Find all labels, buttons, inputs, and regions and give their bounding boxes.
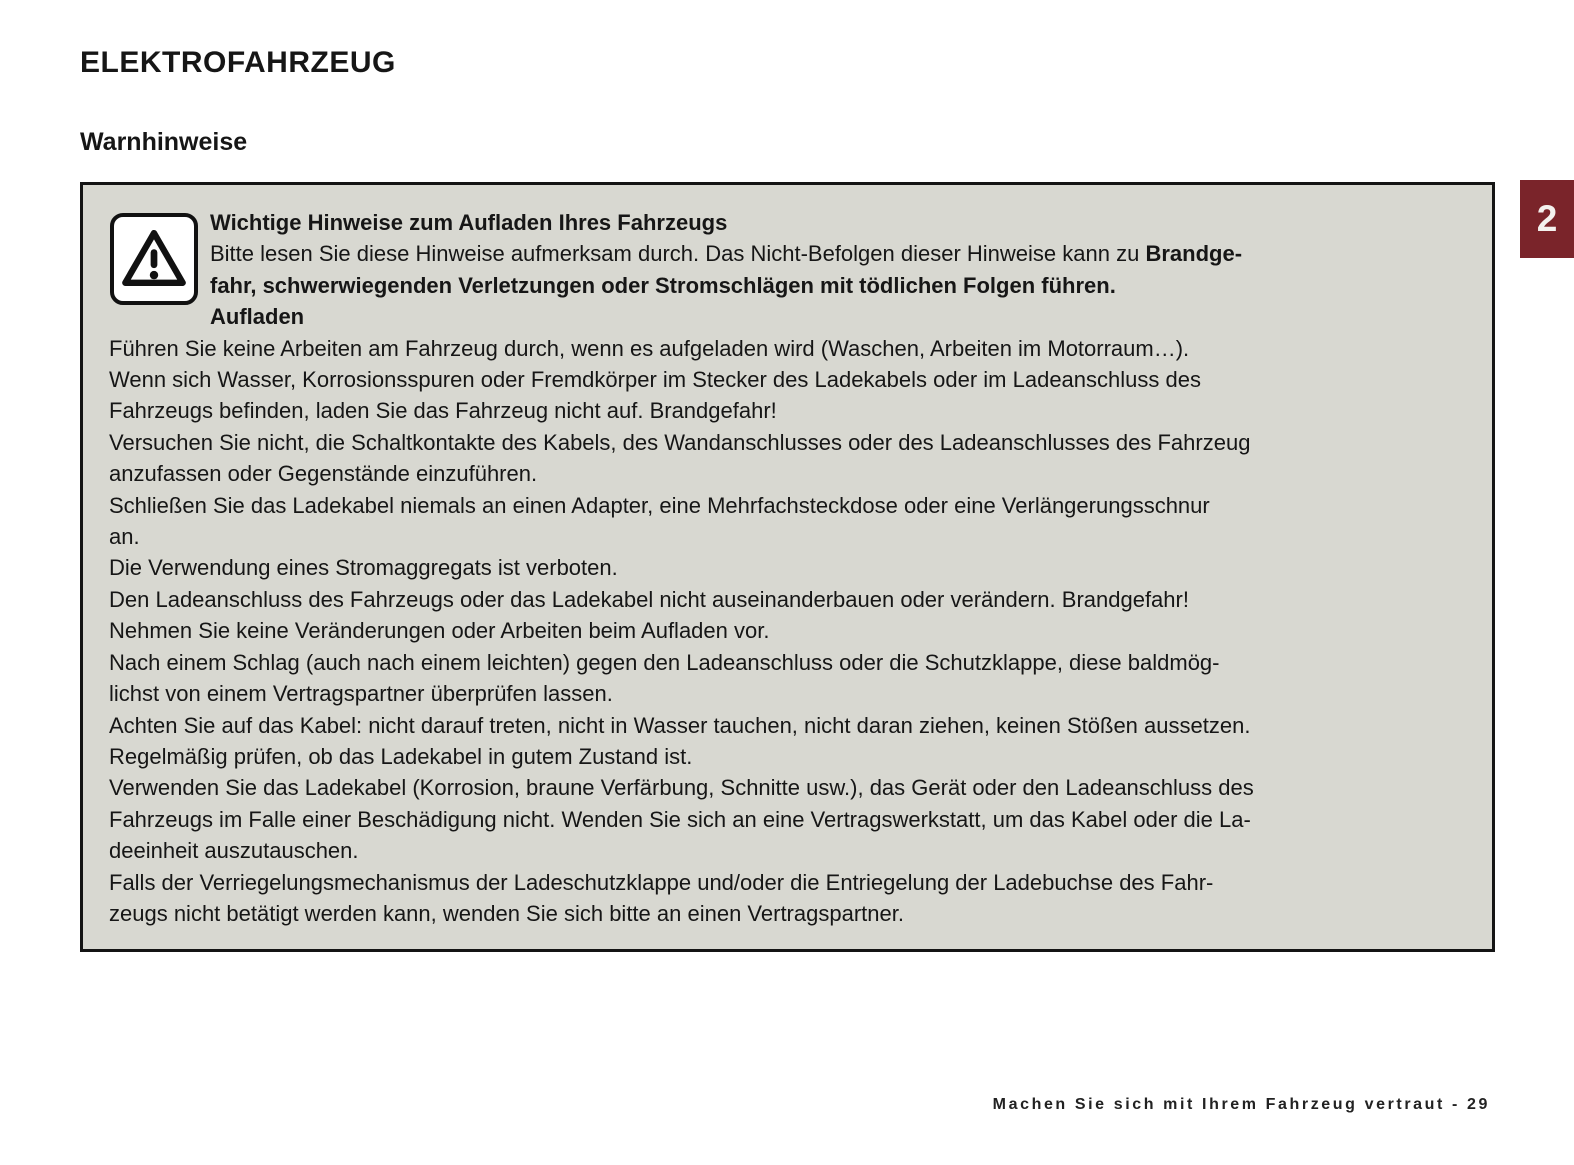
warning-body-line: anzufassen oder Gegenstände einzuführen. bbox=[109, 461, 538, 487]
warning-intro-line: Wichtige Hinweise zum Aufladen Ihres Fahrzeugs bbox=[210, 210, 728, 235]
warning-intro bbox=[109, 207, 1474, 333]
warning-body-line: Den Ladeanschluss des Fahrzeugs oder das Ladekabel nicht auseinanderbauen oder verändern. Brandgefahr! bbox=[109, 586, 1189, 612]
warning-intro-line: Bitte lesen Sie diese Hinweise aufmerksam durch. Das Nicht-Befolgen dieser Hinweise kann zu Brandge- bbox=[210, 241, 1243, 267]
warning-body-line: an. bbox=[109, 524, 140, 550]
chapter-tab: 2 bbox=[1520, 180, 1574, 258]
warning-intro-line: Aufladen bbox=[210, 304, 305, 330]
warning-triangle-icon bbox=[110, 213, 198, 305]
warning-body bbox=[109, 333, 1474, 930]
page-footer: Machen Sie sich mit Ihrem Fahrzeug vertraut - 29 bbox=[992, 1096, 1490, 1113]
section-title: Warnhinweise bbox=[80, 128, 248, 156]
warning-box bbox=[80, 182, 1495, 952]
warning-body-line: Wenn sich Wasser, Korrosionsspuren oder Fremdkörper im Stecker des Ladekabels oder im Ladeanschluss des bbox=[109, 367, 1201, 393]
warning-body-line: Verwenden Sie das Ladekabel (Korrosion, braune Verfärbung, Schnitte usw.), das Gerät oder den Ladeanschluss des bbox=[109, 775, 1254, 801]
warning-body-line: Schließen Sie das Ladekabel niemals an einen Adapter, eine Mehrfachsteckdose oder eine Verlängerungsschnur bbox=[109, 492, 1210, 518]
warning-body-line: lichst von einem Vertragspartner überprüfen lassen. bbox=[109, 681, 613, 707]
warning-body-line: Fahrzeugs im Falle einer Beschädigung nicht. Wenden Sie sich an eine Vertragswerkstatt, um das Kabel oder die La- bbox=[109, 806, 1251, 832]
warning-body-line: Falls der Verriegelungsmechanismus der Ladeschutzklappe und/oder die Entriegelung der Ladebuchse des Fahr- bbox=[109, 869, 1214, 895]
warning-body-line: Nach einem Schlag (auch nach einem leichten) gegen den Ladeanschluss oder die Schutzklappe, diese baldmög- bbox=[109, 649, 1220, 675]
warning-body-line: Die Verwendung eines Stromaggregats ist verboten. bbox=[109, 555, 618, 581]
warning-body-line: Nehmen Sie keine Veränderungen oder Arbeiten beim Aufladen vor. bbox=[109, 618, 770, 644]
warning-body-line: zeugs nicht betätigt werden kann, wenden Sie sich bitte an einen Vertragspartner. bbox=[109, 900, 904, 926]
warning-body-line: Führen Sie keine Arbeiten am Fahrzeug durch, wenn es aufgeladen wird (Waschen, Arbeiten im Motorraum…). bbox=[109, 335, 1190, 361]
warning-body-line: Achten Sie auf das Kabel: nicht darauf treten, nicht in Wasser tauchen, nicht daran ziehen, keinen Stößen aussetzen. bbox=[109, 712, 1251, 738]
warning-body-line: deeinheit auszutauschen. bbox=[109, 838, 359, 864]
warning-body-line: Regelmäßig prüfen, ob das Ladekabel in gutem Zustand ist. bbox=[109, 743, 693, 769]
warning-intro-line: fahr, schwerwiegenden Verletzungen oder Stromschlägen mit tödlichen Folgen führen. bbox=[210, 272, 1116, 298]
page-title: ELEKTROFAHRZEUG bbox=[80, 46, 396, 79]
warning-body-line: Versuchen Sie nicht, die Schaltkontakte des Kabels, des Wandanschlusses oder des Ladeanschlusses des Fahrzeug bbox=[109, 429, 1251, 455]
warning-body-line: Fahrzeugs befinden, laden Sie das Fahrzeug nicht auf. Brandgefahr! bbox=[109, 398, 777, 424]
